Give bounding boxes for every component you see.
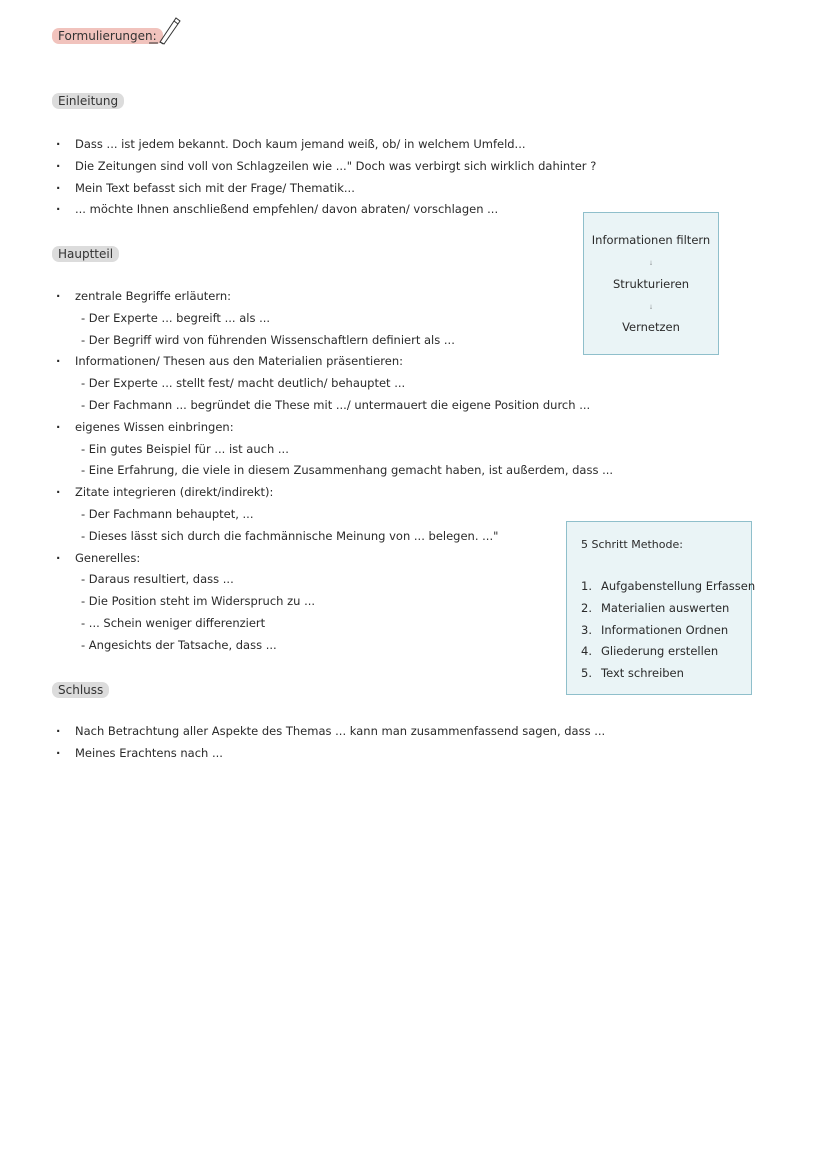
list-item: · Generelles: bbox=[56, 548, 613, 570]
list-subitem: - Die Position steht im Widerspruch zu ... bbox=[81, 594, 316, 609]
step-text: Text schreiben bbox=[601, 666, 684, 681]
step-text: Materialien auswerten bbox=[601, 600, 730, 615]
method-step bbox=[581, 576, 755, 598]
heading-hauptteil: Hauptteil bbox=[52, 246, 119, 262]
list-subitem: - Der Experte ... stellt fest/ macht deutlich/ behauptet ... bbox=[81, 376, 406, 391]
step-text: Gliederung erstellen bbox=[601, 644, 719, 659]
list-subitem: - Der Fachmann ... begründet die These mit .../ untermauert die eigene Position durch ... bbox=[81, 397, 591, 412]
list-item: · Dass ... ist jedem bekannt. Doch kaum jemand weiß, ob/ in welchem Umfeld... bbox=[56, 134, 596, 156]
step-label: Informationen filtern bbox=[591, 233, 711, 247]
step-number: 4. bbox=[581, 644, 592, 659]
list-schluss bbox=[56, 721, 605, 765]
arrow-down-icon bbox=[650, 295, 652, 319]
list-hauptteil bbox=[56, 286, 613, 657]
step-number: 1. bbox=[581, 579, 592, 593]
method-list bbox=[581, 576, 755, 685]
method-step bbox=[581, 641, 755, 663]
list-subitem: - Daraus resultiert, dass ... bbox=[81, 572, 234, 587]
step-number: 3. bbox=[581, 622, 592, 637]
list-item: · zentrale Begriffe erläutern: bbox=[56, 286, 613, 308]
page-title: Formulierungen: bbox=[52, 28, 163, 44]
method-box bbox=[566, 521, 756, 695]
method-step bbox=[581, 598, 755, 620]
list-item: · Zitate integrieren (direkt/indirekt): bbox=[56, 482, 613, 504]
step-number: 5. bbox=[581, 666, 592, 681]
info-process-box bbox=[583, 212, 719, 355]
step-text: Informationen Ordnen bbox=[601, 622, 729, 637]
list-subitem: - Ein gutes Beispiel für ... ist auch ... bbox=[81, 441, 289, 456]
list-item: · ... möchte Ihnen anschließend empfehlen/ davon abraten/ vorschlagen ... bbox=[56, 199, 596, 221]
list-subitem: - Angesichts der Tatsache, dass ... bbox=[81, 637, 277, 652]
list-subitem: - Der Fachmann behauptet, ... bbox=[81, 506, 254, 521]
method-step bbox=[581, 620, 755, 642]
list-subitem: - Dieses lässt sich durch die fachmännische Meinung von ... belegen. ..." bbox=[81, 528, 499, 543]
list-einleitung bbox=[56, 134, 596, 221]
list-item: · Mein Text befasst sich mit der Frage/ Thematik... bbox=[56, 178, 596, 200]
list-subitem: - Der Begriff wird von führenden Wissenschaftlern definiert als ... bbox=[81, 332, 455, 347]
step-number: 2. bbox=[581, 600, 592, 615]
pencil-icon bbox=[147, 13, 183, 47]
list-item: · Meines Erachtens nach ... bbox=[56, 743, 605, 765]
heading-schluss: Schluss bbox=[52, 682, 109, 698]
heading-einleitung: Einleitung bbox=[52, 93, 124, 109]
list-item: · Nach Betrachtung aller Aspekte des Themas ... kann man zusammenfassend sagen, dass ... bbox=[56, 721, 605, 743]
step-label: Strukturieren bbox=[612, 277, 690, 291]
list-item: · eigenes Wissen einbringen: bbox=[56, 417, 613, 439]
list-subitem: - Eine Erfahrung, die viele in diesem Zusammenhang gemacht haben, ist außerdem, dass ... bbox=[81, 463, 614, 478]
list-subitem: - Der Experte ... begreift ... als ... bbox=[81, 310, 271, 325]
list-subitem: - ... Schein weniger differenziert bbox=[81, 615, 266, 630]
step-label: Vernetzen bbox=[622, 320, 680, 334]
method-step bbox=[581, 663, 755, 685]
list-item: · Die Zeitungen sind voll von Schlagzeilen wie ..." Doch was verbirgt sich wirklich dahinter ? bbox=[56, 156, 596, 178]
step-text: Aufgabenstellung Erfassen bbox=[601, 579, 756, 593]
list-item: · Informationen/ Thesen aus den Materialien präsentieren: bbox=[56, 351, 613, 373]
method-title: 5 Schritt Methode: bbox=[581, 538, 683, 551]
arrow-down-icon bbox=[650, 251, 652, 275]
